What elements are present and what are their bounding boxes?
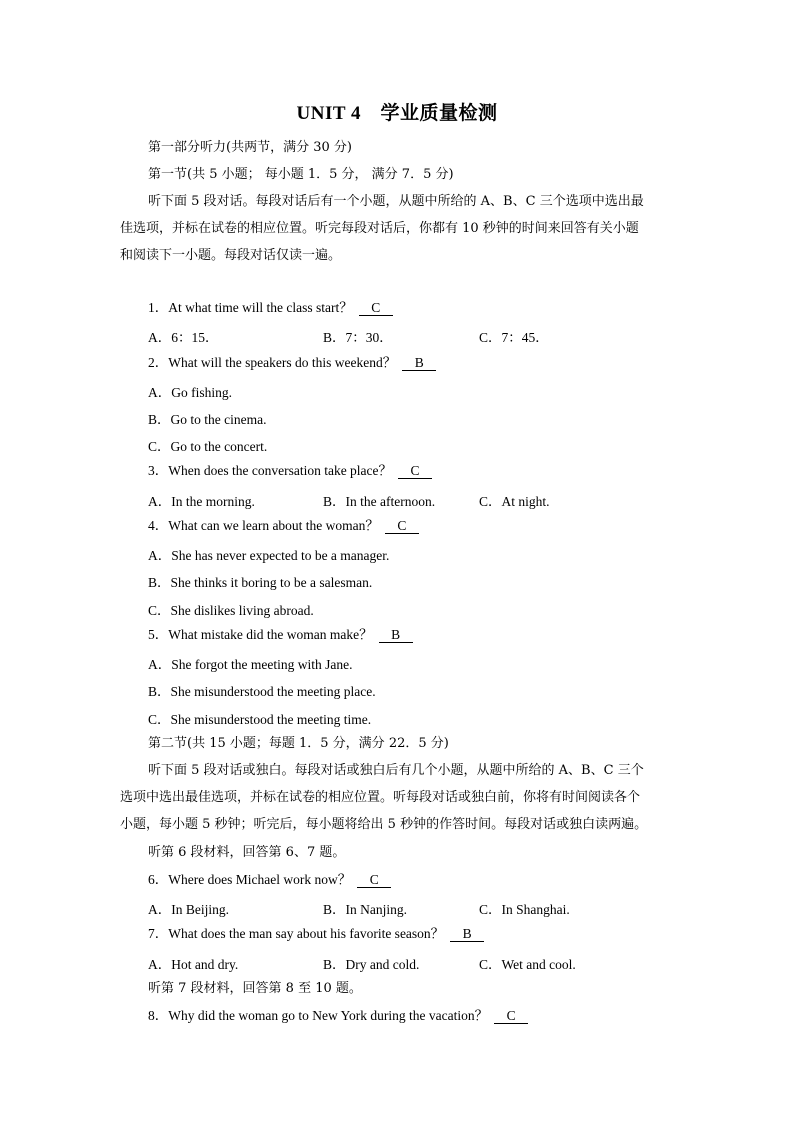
question-6-answer: C bbox=[357, 873, 391, 888]
question-3-answer: C bbox=[398, 464, 432, 479]
question-3 bbox=[148, 462, 708, 480]
question-7-text: 7．What does the man say about his favorite season？ bbox=[148, 926, 445, 941]
section2-heading: 第二节(共 15 小题；每题 1．5 分，满分 22．5 分) bbox=[148, 736, 449, 751]
section2-instruction-line-2: 选项中选出最佳选项，并标在试卷的相应位置。听每段对话或独白前，你将有时间阅读各个 bbox=[120, 790, 641, 805]
question-6-text: 6．Where does Michael work now？ bbox=[148, 872, 352, 887]
question-7 bbox=[148, 925, 708, 943]
material-6-heading: 听第 6 段材料，回答第 6、7 题。 bbox=[148, 845, 346, 860]
question-6-option-c: C．In Shanghai. bbox=[479, 902, 570, 917]
question-7-option-a: A．Hot and dry. bbox=[148, 957, 239, 972]
section2-instruction-line-3: 小题，每小题 5 秒钟；听完后，每小题将给出 5 秒钟的作答时间。每段对话或独白读两遍。 bbox=[120, 817, 648, 832]
question-5-option-b: B．She misunderstood the meeting place. bbox=[148, 684, 376, 699]
question-6-option-a: A．In Beijing. bbox=[148, 902, 229, 917]
question-5-text: 5．What mistake did the woman make？ bbox=[148, 627, 373, 642]
page-title: UNIT 4 学业质量检测 bbox=[296, 103, 498, 124]
question-4-option-a: A．She has never expected to be a manager. bbox=[148, 548, 390, 563]
question-8-text: 8．Why did the woman go to New York during the vacation？ bbox=[148, 1008, 489, 1023]
question-1-text: 1．At what time will the class start？ bbox=[148, 300, 353, 315]
question-5-answer: B bbox=[379, 628, 413, 643]
question-3-option-c: C．At night. bbox=[479, 494, 550, 509]
question-1-answer: C bbox=[359, 301, 393, 316]
question-5-option-c: C．She misunderstood the meeting time. bbox=[148, 712, 372, 727]
question-6-option-b: B．In Nanjing. bbox=[323, 902, 407, 917]
material-7-heading: 听第 7 段材料，回答第 8 至 10 题。 bbox=[148, 981, 362, 996]
question-4-text: 4．What can we learn about the woman？ bbox=[148, 518, 379, 533]
question-2-option-a: A．Go fishing. bbox=[148, 385, 232, 400]
question-4 bbox=[148, 517, 708, 535]
section1-instruction-line-1: 听下面 5 段对话。每段对话后有一个小题，从题中所给的 A、B、C 三个选项中选出最 bbox=[148, 194, 644, 209]
question-3-option-a: A．In the morning. bbox=[148, 494, 255, 509]
question-5-option-a: A．She forgot the meeting with Jane. bbox=[148, 657, 353, 672]
question-4-answer: C bbox=[385, 519, 419, 534]
question-2-option-b: B．Go to the cinema. bbox=[148, 412, 267, 427]
question-1 bbox=[148, 299, 708, 317]
question-6 bbox=[148, 871, 708, 889]
part1-heading: 第一部分听力(共两节，满分 30 分) bbox=[148, 140, 352, 155]
question-7-option-b: B．Dry and cold. bbox=[323, 957, 420, 972]
question-1-option-c: C．7：45． bbox=[479, 330, 549, 345]
question-4-option-b: B．She thinks it boring to be a salesman. bbox=[148, 575, 373, 590]
question-8-answer: C bbox=[494, 1009, 528, 1024]
section1-instruction-line-2: 佳选项，并标在试卷的相应位置。听完每段对话后，你都有 10 秒钟的时间来回答有关小题 bbox=[120, 221, 639, 236]
question-2-text: 2．What will the speakers do this weekend？ bbox=[148, 355, 397, 370]
question-7-answer: B bbox=[450, 927, 484, 942]
question-1-option-b: B．7：30． bbox=[323, 330, 393, 345]
question-1-option-a: A．6：15． bbox=[148, 330, 219, 345]
question-2-answer: B bbox=[402, 356, 436, 371]
question-4-option-c: C．She dislikes living abroad. bbox=[148, 603, 314, 618]
question-8 bbox=[148, 1007, 708, 1025]
question-2 bbox=[148, 354, 708, 372]
question-5 bbox=[148, 626, 708, 644]
question-3-option-b: B．In the afternoon. bbox=[323, 494, 436, 509]
section1-instruction-line-3: 和阅读下一小题。每段对话仅读一遍。 bbox=[120, 248, 342, 263]
section1-heading: 第一节(共 5 小题； 每小题 1．5 分， 满分 7．5 分) bbox=[148, 167, 454, 182]
question-3-text: 3．When does the conversation take place？ bbox=[148, 463, 393, 478]
question-7-option-c: C．Wet and cool. bbox=[479, 957, 576, 972]
section2-instruction-line-1: 听下面 5 段对话或独白。每段对话或独白后有几个小题，从题中所给的 A、B、C 三个 bbox=[148, 763, 644, 778]
question-2-option-c: C．Go to the concert. bbox=[148, 439, 268, 454]
